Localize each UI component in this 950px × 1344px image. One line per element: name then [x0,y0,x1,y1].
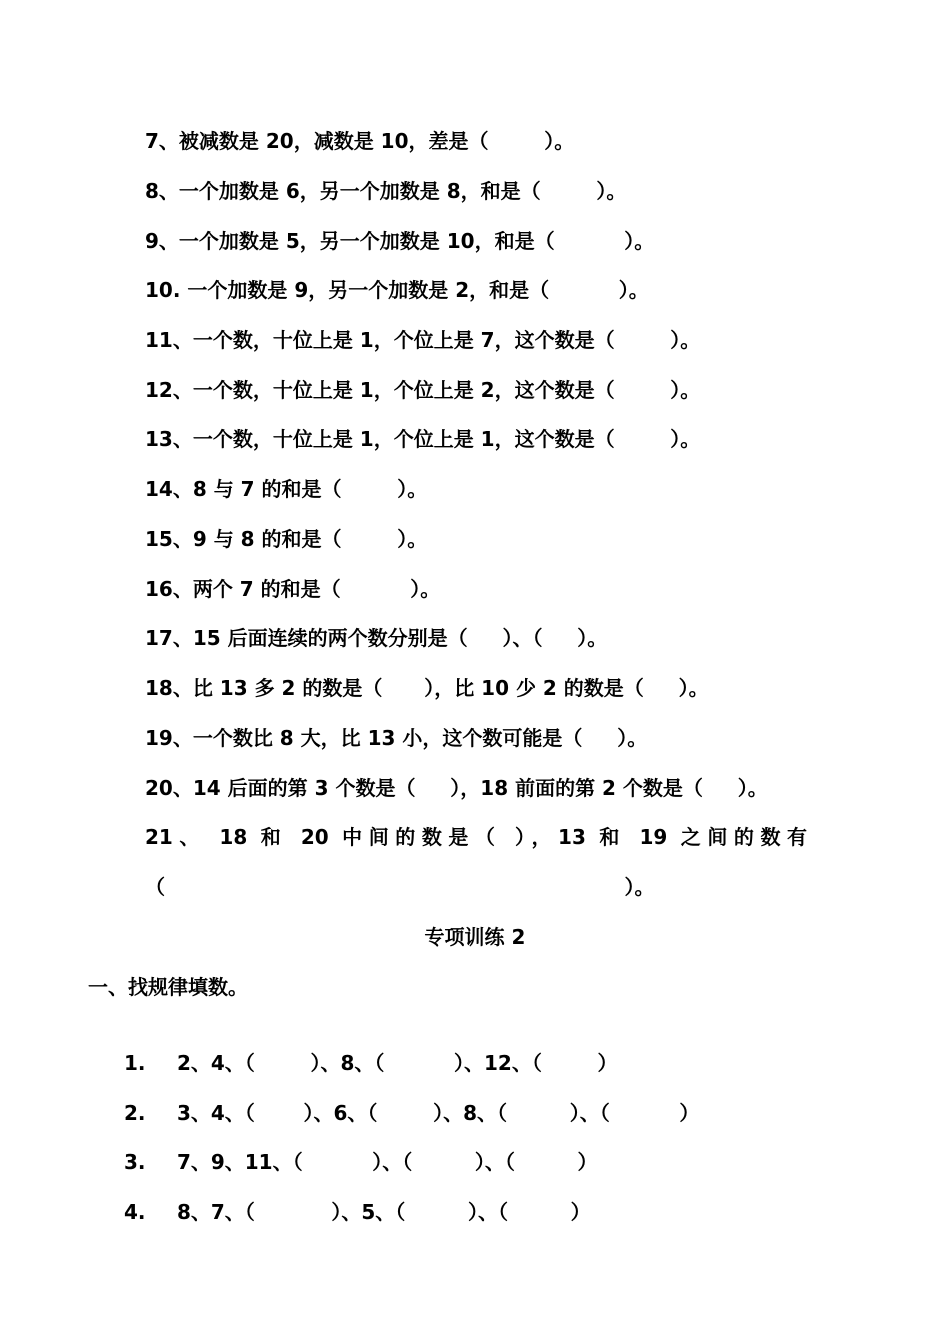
item-text: 3、4、（ ）、6、（ ）、8、（ ）、（ ） [176,1101,700,1125]
question-17: 17、15 后面连续的两个数分别是（ ）、（ ）。 [145,626,608,650]
question-21: 21、 18 和 20 中间的数是（ ），13 和 19 之间的数有 [145,825,807,849]
question-15: 15、9 与 8 的和是（ ）。 [145,527,428,551]
item-number: 3. [123,1150,146,1174]
list-item [110,1173,591,1225]
question-16: 16、两个 7 的和是（ ）。 [145,577,441,601]
question-10: 10. 一个加数是 9，另一个加数是 2，和是（ ）。 [145,278,649,302]
item-text: 8、7、（ ）、5、（ ）、（ ） [176,1200,591,1224]
item-number: 4. [123,1200,146,1224]
question-8: 8、一个加数是 6，另一个加数是 8，和是（ ）。 [145,179,627,203]
list-item [110,1123,598,1175]
item-number: 2. [123,1101,146,1125]
section-title: 专项训练 2 [424,925,526,949]
question-14: 14、8 与 7 的和是（ ）。 [145,477,428,501]
item-text: 7、9、11、（ ）、（ ）、（ ） [176,1150,598,1174]
item-text: 2、4、（ ）、8、（ ）、12、（ ） [176,1051,618,1075]
question-12: 12、一个数，十位上是 1，个位上是 2，这个数是（ ）。 [145,378,701,402]
question-9: 9、一个加数是 5，另一个加数是 10，和是（ ）。 [145,229,655,253]
question-21-answer-line: （ ）。 [145,875,655,899]
question-18: 18、比 13 多 2 的数是（ ），比 10 少 2 的数是（ ）。 [145,676,709,700]
part-heading: 一、找规律填数。 [88,975,248,999]
question-13: 13、一个数，十位上是 1，个位上是 1，这个数是（ ）。 [145,427,701,451]
item-number: 1. [123,1051,146,1075]
list-item [110,1024,618,1076]
question-11: 11、一个数，十位上是 1，个位上是 7，这个数是（ ）。 [145,328,701,352]
question-7: 7、被减数是 20，减数是 10，差是（ ）。 [145,129,575,153]
list-item [110,1074,699,1126]
question-20: 20、14 后面的第 3 个数是（ ），18 前面的第 2 个数是（ ）。 [145,776,768,800]
question-19: 19、一个数比 8 大，比 13 小，这个数可能是（ ）。 [145,726,648,750]
